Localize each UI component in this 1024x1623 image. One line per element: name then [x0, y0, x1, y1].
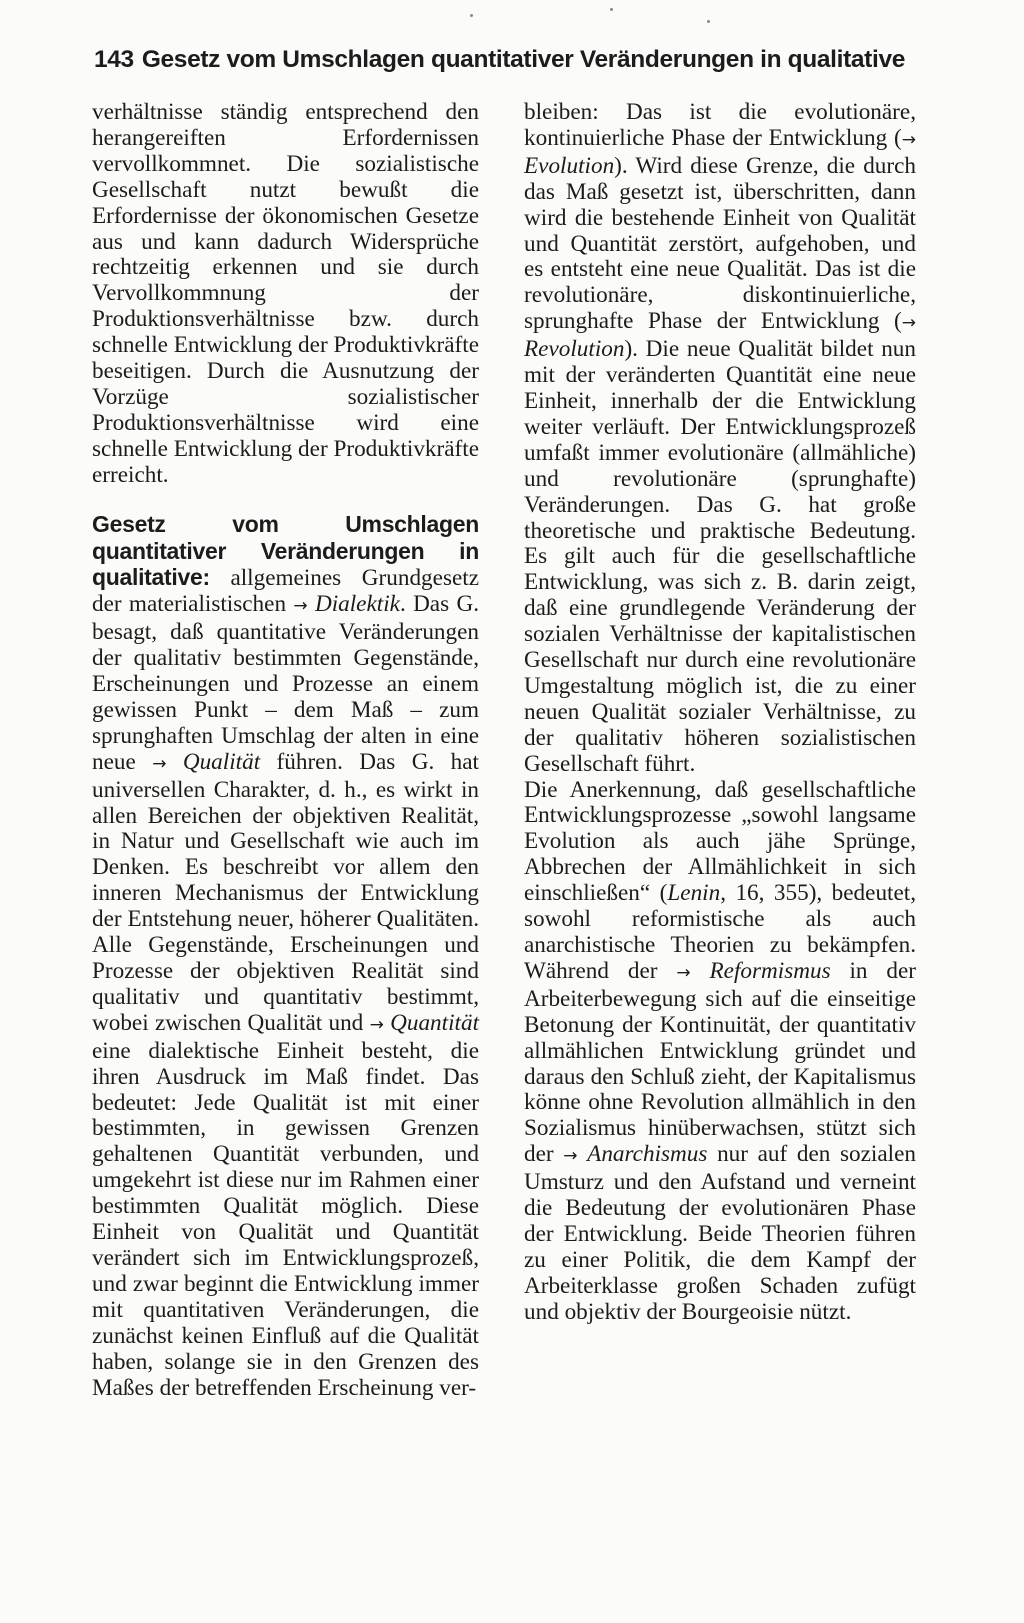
cross-reference-arrow-icon: →	[369, 1014, 384, 1035]
cross-reference-arrow-icon: →	[901, 129, 916, 150]
dictionary-entry	[92, 512, 479, 1402]
cross-reference-anarchismus[interactable]: Anarchismus	[587, 1141, 708, 1168]
cross-reference-qualitaet[interactable]: Qualität	[182, 748, 261, 775]
entry-text: ). Wird diese Grenze, die durch das Maß gesetzt ist, überschritten, dann wird die bestehende Einheit von Qualität und Quantität zerstört, aufgehoben, und es entsteht eine neue Qualität. Das ist die revolutionäre, diskontinuierliche, sprunghafte Phase der Entwicklung (	[524, 152, 916, 335]
page-number: 143	[94, 46, 134, 73]
running-title: Gesetz vom Umschlagen quantitativer Veränderungen in qualitative	[141, 46, 905, 73]
entry-text: ). Die neue Qualität bildet nun mit der veränderten Quantität eine neue Einheit, innerhalb der die Entwicklung weiter verläuft. Der Entwicklungsprozeß umfaßt immer evolutionäre (allmähliche) und revolutionäre (sprunghafte) Veränderungen. Das G. hat große theoretische und praktische Bedeutung. Es gilt auch für die gesellschaftliche Entwicklung, was sich z. B. darin zeigt, daß eine grundlegende Veränderung der sozialen Verhältnisse der kapitalistischen Gesellschaft nur durch eine revolutionäre Umgestaltung möglich ist, die zu einer neuen Qualität sozialer Verhältnisse, zu der qualitativ höheren sozialistischen Gesellschaft führt.	[524, 336, 916, 777]
paragraph-anerkennung	[524, 778, 916, 1326]
entry-text: nur auf den sozialen Umsturz und den Aufstand und verneint die Bedeutung der evolutionären Phase der Entwicklung. Beide Theorien führen zu einer Politik, die dem Kampf der Arbeiterklasse großen Schaden zufügt und objektiv der Bourgeoisie nützt.	[524, 1141, 916, 1325]
cross-reference-arrow-icon: →	[563, 1146, 578, 1167]
cross-reference-reformismus[interactable]: Reformismus	[709, 957, 831, 984]
entry-text: in der Arbeiterbewegung sich auf die einseitige Betonung der Kontinuität, der quantitativ allmählichen Entwicklung gründet und daraus den Schluß zieht, der Kapitalismus könne ohne Revolution allmählich in den Sozialismus hinüberwachsen, stützt sich der	[524, 957, 917, 1168]
entry-text: führen. Das G. hat universellen Charakter, d. h., es wirkt in allen Bereichen der objektiven Realität, in Natur und Gesellschaft wie auch im Denken. Es beschreibt vor allem den inneren Mechanismus der Entwicklung der Entstehung neuer, höherer Qualitäten. Alle Gegenstände, Erscheinungen und Prozesse der objektiven Realität sind qualitativ und quantitativ bestimmt, wobei zwischen Qualität und	[92, 748, 480, 1036]
entry-text: bleiben: Das ist die evolutionäre, kontinuierliche Phase der Entwicklung (	[524, 99, 916, 151]
entry-text: Die Anerkennung, daß gesellschaftliche Entwicklungsprozesse „sowohl langsame Evolution als auch jähe Sprünge, Abbrechen der Allmählichkeit in sich einschließen“ (	[524, 776, 916, 907]
scan-speck	[470, 14, 473, 17]
entry-continuation	[524, 100, 916, 778]
entry-text: allgemeines Grundgesetz der materialistischen	[92, 565, 479, 618]
left-column	[92, 100, 479, 1401]
entry-heading: Gesetz vom Umschlagen quantitativer Veränderungen in qualitative:	[92, 510, 479, 591]
cross-reference-arrow-icon: →	[152, 753, 167, 774]
entry-text: eine dialektische Einheit besteht, die ihren Ausdruck im Maß findet. Das bedeutet: Jede Qualität ist mit einer bestimmten, in gewissen Grenzen gehaltenen Quantität verbunden, und umgekehrt ist diese nur im Rahmen einer bestimmten Qualität möglich. Diese Einheit von Qualität und Quantität verändert sich im Entwicklungsprozeß, und zwar beginnt die Entwicklung immer mit quantitativen Veränderungen, die zunächst keinen Einfluß auf die Qualität haben, solange sie in den Grenzen des Maßes der betreffenden Erscheinung ver-	[92, 1037, 479, 1401]
scan-speck	[707, 20, 710, 23]
running-header	[94, 46, 924, 74]
cross-reference-arrow-icon: →	[293, 596, 308, 617]
cross-reference-evolution[interactable]: Evolution	[524, 152, 615, 179]
continued-paragraph: verhältnisse ständig entsprechend den herangereiften Erfordernissen vervollkommnet. Die sozialistische Gesellschaft nutzt bewußt die Erfordernisse der ökonomischen Gesetze aus und kann dadurch Widersprüche rechtzeitig erkennen und sie durch Vervollkommnung der Produktionsverhältnisse bzw. durch schnelle Entwicklung der Produktivkräfte beseitigen. Durch die Ausnutzung der Vorzüge sozialistischer Produktionsverhältnisse wird eine schnelle Entwicklung der Produktivkräfte erreicht.	[92, 99, 479, 488]
cross-reference-revolution[interactable]: Revolution	[524, 336, 625, 363]
entry-text: , 16, 355), bedeutet, sowohl reformistische als auch anarchistische Theorien zu bekämpfen. Während der	[524, 880, 917, 984]
cross-reference-quantitaet[interactable]: Quantität	[390, 1009, 480, 1036]
citation-author: Lenin	[667, 880, 721, 907]
cross-reference-dialektik[interactable]: Dialektik	[314, 591, 400, 618]
cross-reference-arrow-icon: →	[676, 962, 691, 983]
cross-reference-arrow-icon: →	[901, 313, 916, 334]
entry-text: . Das G. besagt, daß quantitative Veränderungen der qualitativ bestimmten Gegenstände, Erscheinungen und Prozesse an einem gewissen Punkt – dem Maß – zum sprunghaften Umschlag der alten in eine neue	[92, 591, 479, 775]
right-column	[524, 100, 916, 1326]
scan-speck	[610, 8, 613, 11]
